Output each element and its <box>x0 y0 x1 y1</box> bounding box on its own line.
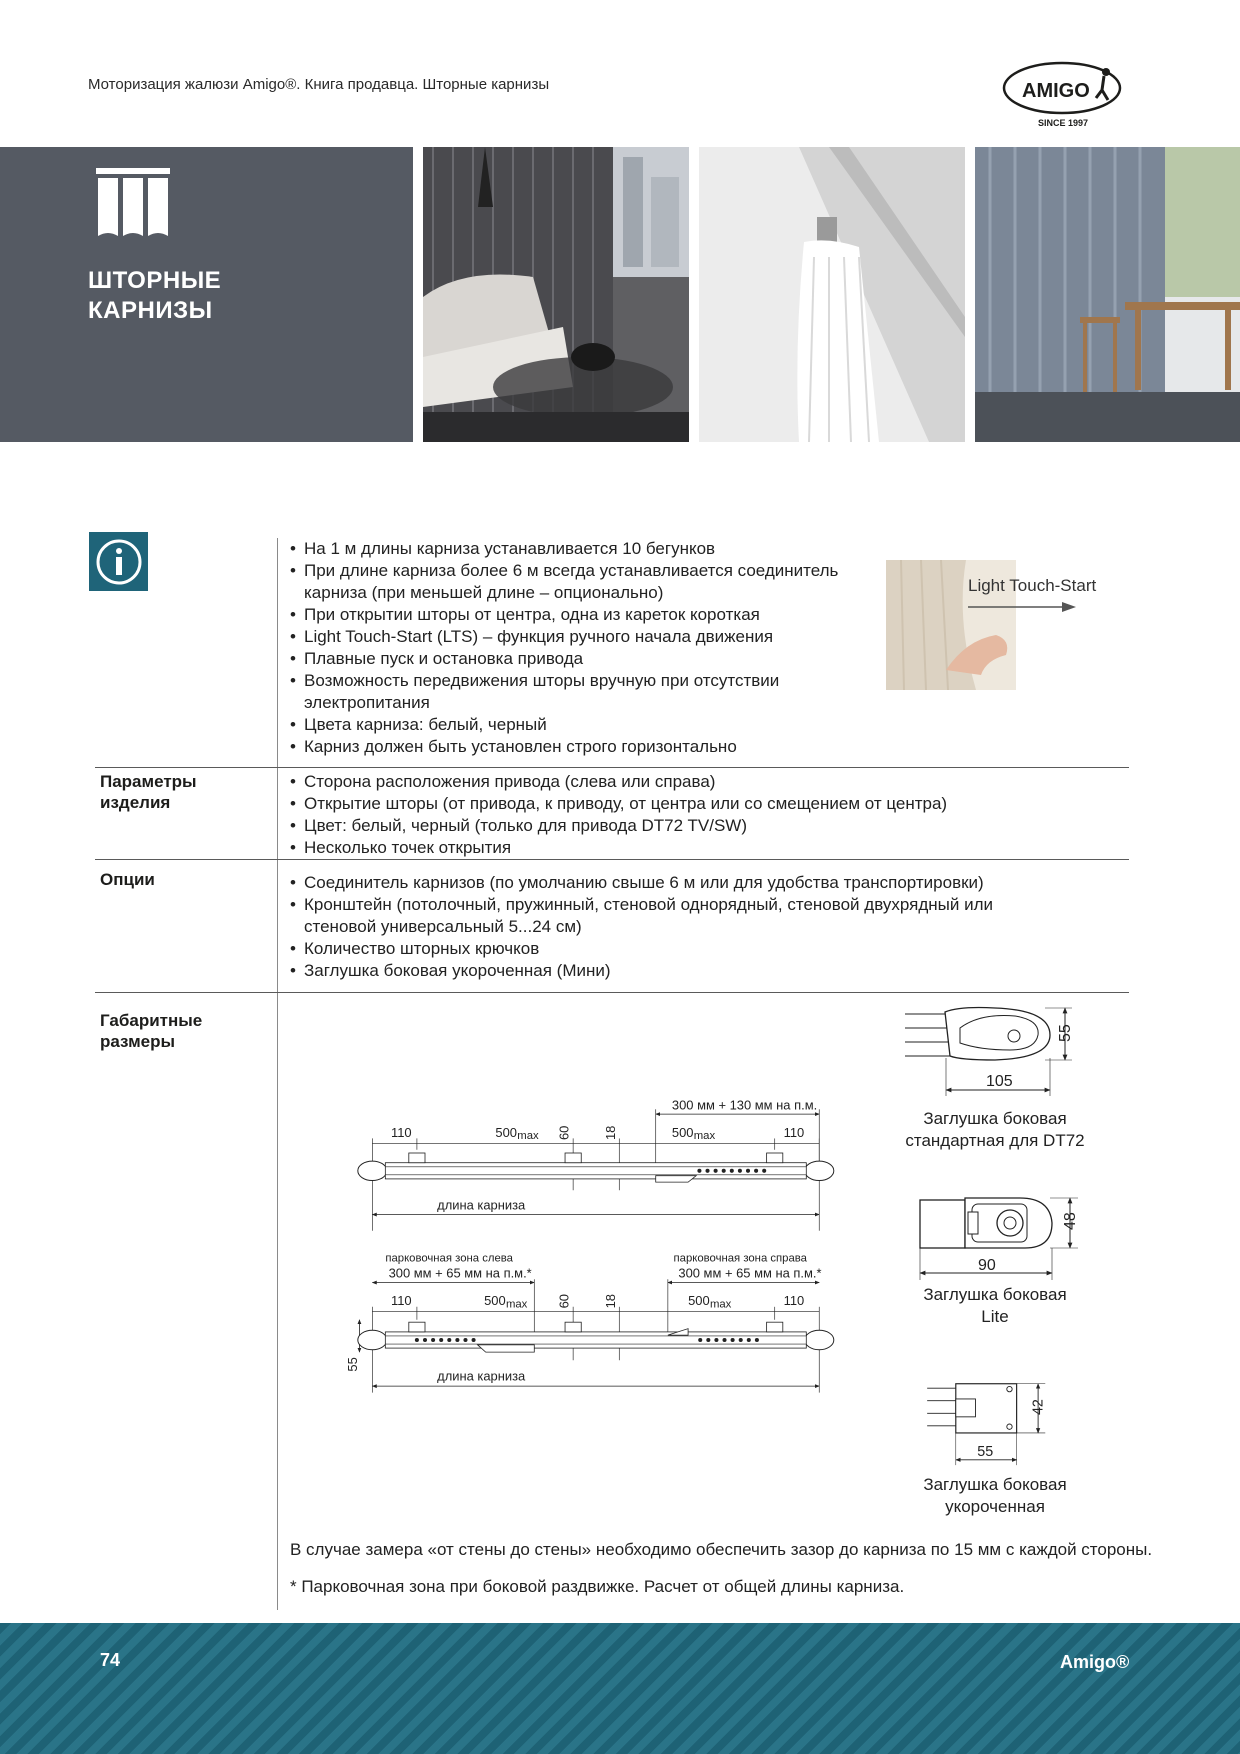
rail1-dim-18: 18 <box>603 1125 619 1141</box>
section-divider <box>95 859 1129 860</box>
list-item: карниза (при меньшей длине – опционально) <box>304 583 664 602</box>
cap3-caption-line1: Заглушка боковая <box>923 1475 1067 1494</box>
hero-title-line1: ШТОРНЫЕ <box>88 267 222 294</box>
rail2-dim-500a: 500 <box>484 1293 506 1309</box>
rail1-max-b: max <box>693 1130 716 1143</box>
logo-wordmark: AMIGO <box>1022 80 1090 102</box>
section-divider <box>95 767 1129 768</box>
note-parking-zone: * Парковочная зона при боковой раздвижке. Расчет от общей длины карниза. <box>290 1577 905 1596</box>
list-item: • Плавные пуск и остановка привода <box>290 648 890 670</box>
rail1-max-a: max <box>517 1130 539 1143</box>
list-item: • Кронштейн (потолочный, пружинный, стеновой однорядный, стеновой двухрядный или <box>290 894 1130 916</box>
rail2-dim-55: 55 <box>345 1357 360 1372</box>
rail1-top-right-dim: 300 мм + 130 мм на п.м. <box>671 1097 818 1113</box>
list-item: • При открытии шторы от центра, одна из кареток короткая <box>290 604 890 626</box>
footer-brand: Amigo® <box>1060 1652 1130 1672</box>
rail-2 <box>345 1252 834 1392</box>
list-item: • Соединитель карнизов (по умолчанию свыше 6 м или для удобства транспортировки) <box>290 872 1130 894</box>
params-label <box>100 771 197 813</box>
rail2-dim-110b: 110 <box>783 1293 805 1309</box>
cap-standard-drawing <box>900 998 1090 1098</box>
options-label: Опции <box>100 870 155 889</box>
arrow-right-icon <box>968 600 1078 614</box>
list-item: • Несколько точек открытия <box>290 837 1130 859</box>
list-item: • Карниз должен быть установлен строго горизонтально <box>290 736 890 758</box>
list-item: стеновой универсальный 5...24 см) <box>304 917 582 936</box>
cap3-dim-width: 55 <box>977 1444 994 1461</box>
rail1-dim-110a: 110 <box>391 1124 412 1140</box>
params-label-line2: изделия <box>100 793 171 812</box>
rail2-dim-110a: 110 <box>391 1293 412 1309</box>
dimensions-label <box>100 1010 202 1052</box>
list-item: • Light Touch-Start (LTS) – функция ручного начала движения <box>290 626 890 648</box>
cap1-dim-height: 55 <box>1057 1024 1074 1042</box>
cap-standard-caption <box>890 1108 1100 1152</box>
curtain-icon <box>96 168 170 242</box>
rail2-park-right: парковочная зона справа <box>673 1252 807 1265</box>
options-bullet-list <box>290 872 1130 982</box>
hero-title <box>88 266 221 326</box>
cap1-dim-width: 105 <box>986 1073 1013 1090</box>
note-wall-gap: В случае замера «от стены до стены» необходимо обеспечить зазор до карниза по 15 мм с каждой стороны. <box>290 1540 1153 1559</box>
photo-living-room <box>423 147 689 442</box>
list-item: • Возможность передвижения шторы вручную при отсутствии <box>290 670 890 692</box>
cap3-dim-height: 42 <box>1030 1399 1047 1416</box>
cap2-caption-line1: Заглушка боковая <box>923 1285 1067 1304</box>
cap3-caption-line2: укороченная <box>945 1497 1045 1516</box>
document-header-title: Моторизация жалюзи Amigo®. Книга продавца. Шторные карнизы <box>88 76 550 93</box>
rail2-park-left-value: 300 мм + 65 мм на п.м.* <box>388 1265 532 1281</box>
page-number: 74 <box>100 1650 121 1670</box>
photo-ceiling-rail <box>699 147 965 442</box>
rail-1 <box>358 1097 834 1230</box>
cap1-caption-line1: Заглушка боковая <box>923 1109 1067 1128</box>
cap2-dim-width: 90 <box>978 1257 996 1274</box>
list-item: • Сторона расположения привода (слева или справа) <box>290 771 1130 793</box>
section-divider <box>95 992 1129 993</box>
rail-dimension-drawing <box>280 1085 910 1425</box>
info-icon <box>89 532 148 591</box>
cap-lite-caption <box>890 1284 1100 1328</box>
table-vertical-divider <box>277 538 278 1610</box>
params-bullet-list <box>290 771 1130 859</box>
cap2-dim-height: 48 <box>1062 1212 1079 1230</box>
list-item: • Цвет: белый, черный (только для привода DT72 TV/SW) <box>290 815 1130 837</box>
list-item: • При длине карниза более 6 м всегда устанавливается соединитель <box>290 560 890 582</box>
rail2-length-label: длина карниза <box>437 1368 526 1384</box>
rail1-dim-500b: 500 <box>671 1124 694 1140</box>
rail2-max-b: max <box>709 1298 732 1311</box>
list-item: • На 1 м длины карниза устанавливается 10 бегунков <box>290 538 890 560</box>
lts-label: Light Touch-Start <box>968 576 1097 595</box>
rail1-dim-110b: 110 <box>783 1124 805 1140</box>
rail1-length-label: длина карниза <box>437 1197 526 1213</box>
cap-short-drawing <box>920 1374 1090 1474</box>
list-item: • Количество шторных крючков <box>290 938 1130 960</box>
hero-title-line2: КАРНИЗЫ <box>88 297 213 324</box>
rail2-dim-500b: 500 <box>688 1293 710 1309</box>
dimensions-label-line1: Габаритные <box>100 1011 203 1030</box>
list-item: • Заглушка боковая укороченная (Мини) <box>290 960 1130 982</box>
cap-short-caption <box>890 1474 1100 1518</box>
rail1-dim-60: 60 <box>556 1125 572 1141</box>
dimensions-label-line2: размеры <box>100 1032 176 1051</box>
rail1-dim-500a: 500 <box>495 1124 518 1140</box>
photo-dining-room <box>975 147 1240 442</box>
cap-lite-drawing <box>910 1188 1100 1288</box>
cap2-caption-line2: Lite <box>981 1307 1009 1326</box>
amigo-logo <box>1000 58 1125 130</box>
list-item: электропитания <box>304 693 430 712</box>
cap1-caption-line2: стандартная для DT72 <box>905 1131 1085 1150</box>
rail2-park-left: парковочная зона слева <box>385 1252 513 1265</box>
list-item: • Открытие шторы (от привода, к приводу, от центра или со смещением от центра) <box>290 793 1130 815</box>
list-item: • Цвета карниза: белый, черный <box>290 714 890 736</box>
page-footer <box>0 1623 1240 1754</box>
params-label-line1: Параметры <box>100 772 197 791</box>
rail2-park-right-value: 300 мм + 65 мм на п.м.* <box>678 1265 822 1281</box>
info-bullet-list <box>290 538 890 758</box>
rail2-dim-60: 60 <box>556 1294 572 1309</box>
logo-since: SINCE 1997 <box>1038 118 1089 128</box>
rail2-max-a: max <box>505 1298 528 1311</box>
rail2-dim-18: 18 <box>603 1294 619 1309</box>
